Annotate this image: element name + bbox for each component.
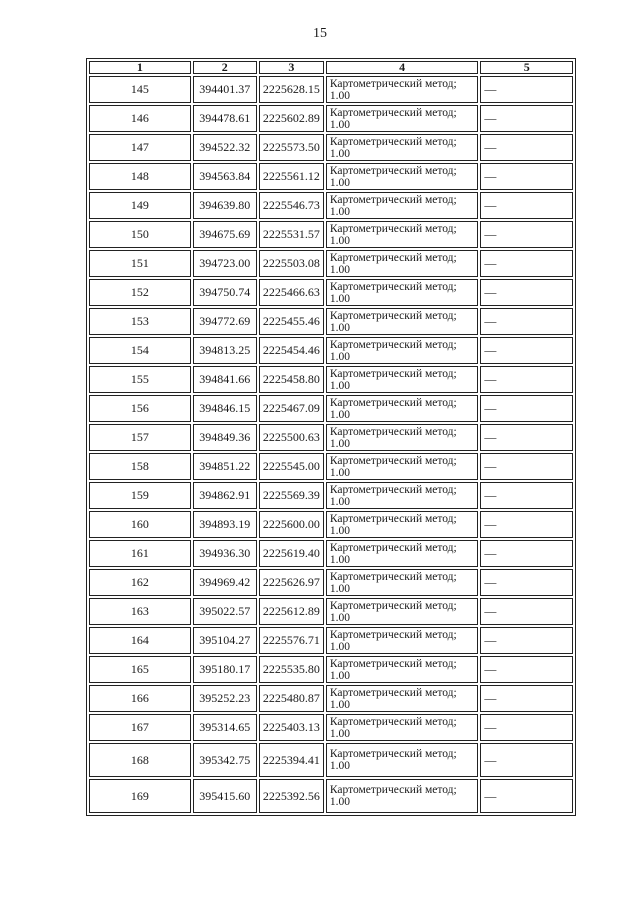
x-coordinate-cell: 395104.27 — [193, 627, 257, 654]
point-number-cell: 161 — [89, 540, 191, 567]
x-coordinate-cell: 394849.36 — [193, 424, 257, 451]
method-cell — [326, 685, 479, 712]
note-cell — [480, 221, 573, 248]
x-coordinate-cell: 394936.30 — [193, 540, 257, 567]
method-text: Картометрический метод; — [329, 338, 457, 351]
point-number-cell: 145 — [89, 76, 191, 103]
note-cell — [480, 569, 573, 596]
x-coordinate-cell: 394750.74 — [193, 279, 257, 306]
point-number-cell: 155 — [89, 366, 191, 393]
accuracy-text: 1.00 — [329, 292, 350, 305]
method-text: Картометрический метод; — [329, 222, 457, 235]
point-number-cell: 149 — [89, 192, 191, 219]
note-text: — — [484, 575, 497, 589]
table-row — [89, 569, 573, 596]
table-row — [89, 221, 573, 248]
y-coordinate-cell: 2225600.00 — [259, 511, 324, 538]
note-cell — [480, 76, 573, 103]
column-header: 1 — [89, 61, 191, 74]
note-text: — — [484, 256, 497, 270]
accuracy-text: 1.00 — [329, 379, 350, 392]
table-row — [89, 250, 573, 277]
method-text: Картометрический метод; — [329, 396, 457, 409]
note-cell — [480, 105, 573, 132]
x-coordinate-cell: 394813.25 — [193, 337, 257, 364]
x-coordinate-cell: 395022.57 — [193, 598, 257, 625]
point-number-cell: 168 — [89, 743, 191, 777]
table-row — [89, 337, 573, 364]
note-cell — [480, 598, 573, 625]
x-coordinate-cell: 394846.15 — [193, 395, 257, 422]
x-coordinate-cell: 394862.91 — [193, 482, 257, 509]
accuracy-text: 1.00 — [329, 669, 350, 682]
method-text: Картометрический метод; — [329, 309, 457, 322]
note-text: — — [484, 430, 497, 444]
y-coordinate-cell: 2225569.39 — [259, 482, 324, 509]
method-cell — [326, 627, 479, 654]
table-row — [89, 540, 573, 567]
method-text: Картометрический метод; — [329, 686, 457, 699]
method-text: Картометрический метод; — [329, 599, 457, 612]
note-text: — — [484, 459, 497, 473]
note-text: — — [484, 517, 497, 531]
table-row — [89, 743, 573, 777]
note-cell — [480, 163, 573, 190]
point-number-cell: 148 — [89, 163, 191, 190]
y-coordinate-cell: 2225466.63 — [259, 279, 324, 306]
y-coordinate-cell: 2225619.40 — [259, 540, 324, 567]
note-text: — — [484, 691, 497, 705]
table-row — [89, 192, 573, 219]
accuracy-text: 1.00 — [329, 234, 350, 247]
x-coordinate-cell: 394478.61 — [193, 105, 257, 132]
note-cell — [480, 511, 573, 538]
accuracy-text: 1.00 — [329, 118, 350, 131]
accuracy-text: 1.00 — [329, 147, 350, 160]
y-coordinate-cell: 2225561.12 — [259, 163, 324, 190]
accuracy-text: 1.00 — [329, 437, 350, 450]
accuracy-text: 1.00 — [329, 582, 350, 595]
point-number-cell: 153 — [89, 308, 191, 335]
table-row — [89, 395, 573, 422]
accuracy-text: 1.00 — [329, 796, 350, 808]
x-coordinate-cell: 395415.60 — [193, 779, 257, 813]
table-row — [89, 76, 573, 103]
method-cell — [326, 453, 479, 480]
y-coordinate-cell: 2225458.80 — [259, 366, 324, 393]
table-row — [89, 279, 573, 306]
coordinates-table — [86, 58, 576, 816]
note-cell — [480, 656, 573, 683]
point-number-cell: 150 — [89, 221, 191, 248]
method-text: Картометрический метод; — [329, 106, 457, 119]
x-coordinate-cell: 395342.75 — [193, 743, 257, 777]
method-text: Картометрический метод; — [329, 425, 457, 438]
column-header: 5 — [480, 61, 573, 74]
method-cell — [326, 308, 479, 335]
accuracy-text: 1.00 — [329, 89, 350, 102]
accuracy-text: 1.00 — [329, 640, 350, 653]
table-row — [89, 598, 573, 625]
y-coordinate-cell: 2225392.56 — [259, 779, 324, 813]
note-text: — — [484, 488, 497, 502]
y-coordinate-cell: 2225500.63 — [259, 424, 324, 451]
method-cell — [326, 656, 479, 683]
table-row — [89, 685, 573, 712]
note-text: — — [484, 227, 497, 241]
method-text: Картометрический метод; — [329, 784, 457, 796]
note-text: — — [484, 285, 497, 299]
note-text: — — [484, 788, 497, 803]
x-coordinate-cell: 394675.69 — [193, 221, 257, 248]
point-number-cell: 152 — [89, 279, 191, 306]
note-text: — — [484, 343, 497, 357]
accuracy-text: 1.00 — [329, 408, 350, 421]
table-row — [89, 656, 573, 683]
x-coordinate-cell: 394723.00 — [193, 250, 257, 277]
note-cell — [480, 540, 573, 567]
y-coordinate-cell: 2225545.00 — [259, 453, 324, 480]
table-row — [89, 424, 573, 451]
table-header-row — [89, 61, 573, 74]
method-text: Картометрический метод; — [329, 541, 457, 554]
table-row — [89, 308, 573, 335]
method-cell — [326, 511, 479, 538]
method-cell — [326, 105, 479, 132]
note-text: — — [484, 372, 497, 386]
table-row — [89, 627, 573, 654]
x-coordinate-cell: 394772.69 — [193, 308, 257, 335]
note-text: — — [484, 111, 497, 125]
note-cell — [480, 714, 573, 741]
note-cell — [480, 279, 573, 306]
note-cell — [480, 453, 573, 480]
method-text: Картометрический метод; — [329, 280, 457, 293]
accuracy-text: 1.00 — [329, 321, 350, 334]
point-number-cell: 157 — [89, 424, 191, 451]
x-coordinate-cell: 394851.22 — [193, 453, 257, 480]
x-coordinate-cell: 394893.19 — [193, 511, 257, 538]
point-number-cell: 163 — [89, 598, 191, 625]
x-coordinate-cell: 394401.37 — [193, 76, 257, 103]
table-row — [89, 105, 573, 132]
y-coordinate-cell: 2225503.08 — [259, 250, 324, 277]
accuracy-text: 1.00 — [329, 611, 350, 624]
x-coordinate-cell: 394841.66 — [193, 366, 257, 393]
method-text: Картометрический метод; — [329, 748, 457, 760]
method-cell — [326, 366, 479, 393]
method-cell — [326, 540, 479, 567]
accuracy-text: 1.00 — [329, 350, 350, 363]
table-row — [89, 511, 573, 538]
accuracy-text: 1.00 — [329, 176, 350, 189]
point-number-cell: 147 — [89, 134, 191, 161]
table-row — [89, 482, 573, 509]
column-header: 2 — [193, 61, 257, 74]
table-row — [89, 779, 573, 813]
method-cell — [326, 250, 479, 277]
accuracy-text: 1.00 — [329, 205, 350, 218]
note-text: — — [484, 546, 497, 560]
x-coordinate-cell: 395180.17 — [193, 656, 257, 683]
point-number-cell: 165 — [89, 656, 191, 683]
y-coordinate-cell: 2225531.57 — [259, 221, 324, 248]
x-coordinate-cell: 394522.32 — [193, 134, 257, 161]
method-cell — [326, 424, 479, 451]
accuracy-text: 1.00 — [329, 466, 350, 479]
point-number-cell: 156 — [89, 395, 191, 422]
note-cell — [480, 250, 573, 277]
accuracy-text: 1.00 — [329, 760, 350, 772]
note-cell — [480, 395, 573, 422]
method-text: Картометрический метод; — [329, 77, 457, 90]
y-coordinate-cell: 2225576.71 — [259, 627, 324, 654]
y-coordinate-cell: 2225403.13 — [259, 714, 324, 741]
method-text: Картометрический метод; — [329, 483, 457, 496]
accuracy-text: 1.00 — [329, 263, 350, 276]
method-text: Картометрический метод; — [329, 454, 457, 467]
note-cell — [480, 192, 573, 219]
method-cell — [326, 192, 479, 219]
page-number: 15 — [313, 26, 327, 41]
point-number-cell: 158 — [89, 453, 191, 480]
y-coordinate-cell: 2225454.46 — [259, 337, 324, 364]
accuracy-text: 1.00 — [329, 524, 350, 537]
point-number-cell: 146 — [89, 105, 191, 132]
method-cell — [326, 743, 479, 777]
note-cell — [480, 627, 573, 654]
method-cell — [326, 163, 479, 190]
y-coordinate-cell: 2225535.80 — [259, 656, 324, 683]
method-text: Картометрический метод; — [329, 164, 457, 177]
x-coordinate-cell: 395252.23 — [193, 685, 257, 712]
method-cell — [326, 395, 479, 422]
method-cell — [326, 569, 479, 596]
method-text: Картометрический метод; — [329, 570, 457, 583]
note-text: — — [484, 604, 497, 618]
note-text: — — [484, 401, 497, 415]
note-text: — — [484, 82, 497, 96]
y-coordinate-cell: 2225602.89 — [259, 105, 324, 132]
table-row — [89, 453, 573, 480]
point-number-cell: 164 — [89, 627, 191, 654]
table-row — [89, 714, 573, 741]
note-text: — — [484, 720, 497, 734]
method-text: Картометрический метод; — [329, 512, 457, 525]
method-text: Картометрический метод; — [329, 367, 457, 380]
note-text: — — [484, 633, 497, 647]
note-cell — [480, 424, 573, 451]
point-number-cell: 167 — [89, 714, 191, 741]
y-coordinate-cell: 2225546.73 — [259, 192, 324, 219]
x-coordinate-cell: 394563.84 — [193, 163, 257, 190]
y-coordinate-cell: 2225573.50 — [259, 134, 324, 161]
table-row — [89, 134, 573, 161]
x-coordinate-cell: 395314.65 — [193, 714, 257, 741]
note-cell — [480, 366, 573, 393]
column-header: 4 — [326, 61, 479, 74]
method-text: Картометрический метод; — [329, 715, 457, 728]
column-header: 3 — [259, 61, 324, 74]
method-text: Картометрический метод; — [329, 135, 457, 148]
table-body — [89, 76, 573, 813]
table-row — [89, 366, 573, 393]
point-number-cell: 159 — [89, 482, 191, 509]
method-cell — [326, 76, 479, 103]
point-number-cell: 162 — [89, 569, 191, 596]
method-cell — [326, 337, 479, 364]
method-cell — [326, 134, 479, 161]
accuracy-text: 1.00 — [329, 698, 350, 711]
method-text: Картометрический метод; — [329, 628, 457, 641]
note-text: — — [484, 169, 497, 183]
x-coordinate-cell: 394969.42 — [193, 569, 257, 596]
note-text: — — [484, 140, 497, 154]
note-text: — — [484, 752, 497, 767]
note-cell — [480, 685, 573, 712]
point-number-cell: 169 — [89, 779, 191, 813]
note-cell — [480, 134, 573, 161]
y-coordinate-cell: 2225467.09 — [259, 395, 324, 422]
note-text: — — [484, 314, 497, 328]
note-cell — [480, 482, 573, 509]
note-cell — [480, 337, 573, 364]
note-text: — — [484, 662, 497, 676]
point-number-cell: 151 — [89, 250, 191, 277]
note-cell — [480, 308, 573, 335]
method-cell — [326, 598, 479, 625]
accuracy-text: 1.00 — [329, 495, 350, 508]
accuracy-text: 1.00 — [329, 553, 350, 566]
point-number-cell: 154 — [89, 337, 191, 364]
method-cell — [326, 482, 479, 509]
table-row — [89, 163, 573, 190]
method-text: Картометрический метод; — [329, 657, 457, 670]
y-coordinate-cell: 2225628.15 — [259, 76, 324, 103]
point-number-cell: 160 — [89, 511, 191, 538]
method-cell — [326, 221, 479, 248]
method-cell — [326, 714, 479, 741]
x-coordinate-cell: 394639.80 — [193, 192, 257, 219]
y-coordinate-cell: 2225480.87 — [259, 685, 324, 712]
y-coordinate-cell: 2225626.97 — [259, 569, 324, 596]
point-number-cell: 166 — [89, 685, 191, 712]
accuracy-text: 1.00 — [329, 727, 350, 740]
method-text: Картометрический метод; — [329, 193, 457, 206]
y-coordinate-cell: 2225394.41 — [259, 743, 324, 777]
note-cell — [480, 743, 573, 777]
method-cell — [326, 779, 479, 813]
y-coordinate-cell: 2225455.46 — [259, 308, 324, 335]
note-text: — — [484, 198, 497, 212]
note-cell — [480, 779, 573, 813]
method-text: Картометрический метод; — [329, 251, 457, 264]
method-cell — [326, 279, 479, 306]
y-coordinate-cell: 2225612.89 — [259, 598, 324, 625]
